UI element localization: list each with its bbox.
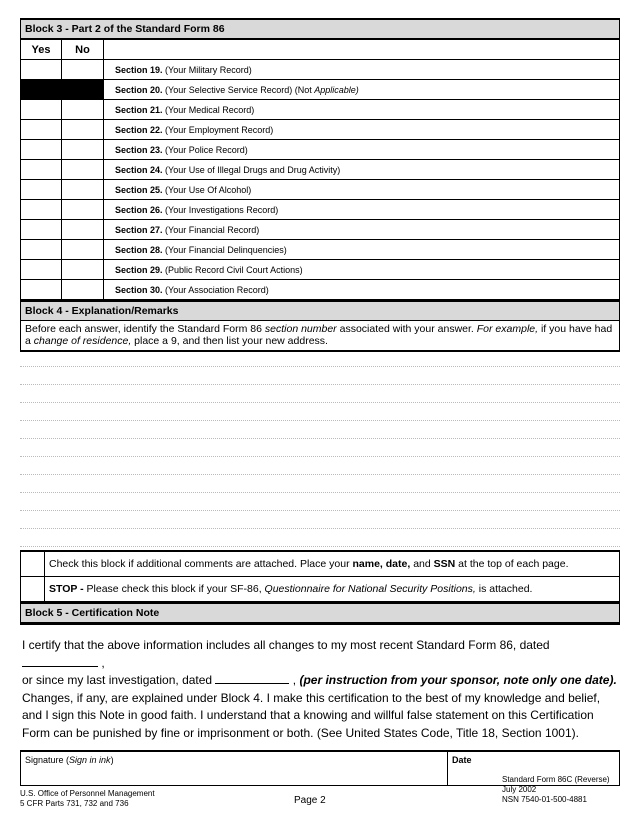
section-label: Section 23. (Your Police Record) (104, 140, 620, 160)
section-label: Section 28. (Your Financial Delinquencies) (104, 240, 620, 260)
section-row (21, 220, 620, 240)
remark-line (20, 528, 620, 529)
no-checkbox[interactable] (62, 260, 104, 280)
block3-header: Block 3 - Part 2 of the Standard Form 86 (20, 18, 620, 39)
no-checkbox[interactable] (62, 140, 104, 160)
yes-checkbox[interactable] (21, 240, 62, 260)
section-row (21, 200, 620, 220)
no-checkbox[interactable] (62, 100, 104, 120)
yes-checkbox[interactable] (21, 280, 62, 300)
section-label: Section 29. (Public Record Civil Court Actions) (104, 260, 620, 280)
no-checkbox[interactable] (62, 160, 104, 180)
section-label: Section 19. (Your Military Record) (104, 60, 620, 80)
section-row (21, 60, 620, 80)
remark-line (20, 546, 620, 547)
signature-date-field[interactable]: Date (452, 755, 472, 765)
block4-header: Block 4 - Explanation/Remarks (20, 300, 620, 321)
footer-nsn: NSN 7540-01-500-4881 (502, 795, 587, 804)
no-checkbox[interactable] (62, 180, 104, 200)
section-label: Section 20. (Your Selective Service Record) (Not Applicable) (104, 80, 620, 100)
sections-table (20, 39, 620, 300)
remark-line (20, 510, 620, 511)
section-label: Section 26. (Your Investigations Record) (104, 200, 620, 220)
remarks-area[interactable] (20, 352, 620, 550)
no-checkbox[interactable] (62, 240, 104, 260)
yes-checkbox[interactable] (21, 260, 62, 280)
check-row-comments (20, 552, 620, 577)
comments-check-label: Check this block if additional comments are attached. Place your name, date, and SSN at the top of each page. (49, 558, 569, 570)
section-label: Section 24. (Your Use of Illegal Drugs and Drug Activity) (104, 160, 620, 180)
form-page (20, 18, 620, 786)
section-row (21, 260, 620, 280)
no-checkbox[interactable] (62, 220, 104, 240)
certification-text: I certify that the above information includes all changes to my most recent Standard Form 86, dated , or since my last investigation, dated , (per instruction from your sponsor, note only one date). Changes, if any, are explained under Block 4. I make this certification to the best of my knowledge and belief, and I sign this Note in good faith. I understand that a knowing and willful false statement on this Certification Form can be punished by fine or imprisonment or both. (See United States Code, Title 18, Section 1001). (20, 623, 620, 750)
yes-checkbox[interactable] (21, 140, 62, 160)
yes-checkbox[interactable] (21, 100, 62, 120)
section-label: Section 22. (Your Employment Record) (104, 120, 620, 140)
yes-checkbox[interactable] (21, 180, 62, 200)
footer (20, 773, 620, 813)
block5-header: Block 5 - Certification Note (20, 602, 620, 623)
yes-checkbox[interactable] (21, 200, 62, 220)
section-row (21, 160, 620, 180)
remark-line (20, 492, 620, 493)
remark-line (20, 420, 620, 421)
signature-field[interactable]: Signature (Sign in ink) (21, 752, 448, 785)
yes-checkbox[interactable] (21, 220, 62, 240)
block4-instructions: Before each answer, identify the Standard Form 86 section number associated with your answer. For example, if you have had a change of residence, place a 9, and then list your new address. (20, 321, 620, 352)
section-row (21, 240, 620, 260)
section-label: Section 21. (Your Medical Record) (104, 100, 620, 120)
no-checkbox (62, 80, 104, 100)
section-label: Section 25. (Your Use Of Alcohol) (104, 180, 620, 200)
section-label: Section 30. (Your Association Record) (104, 280, 620, 300)
yes-checkbox (21, 80, 62, 100)
section-label: Section 27. (Your Financial Record) (104, 220, 620, 240)
no-checkbox[interactable] (62, 280, 104, 300)
section-row (21, 80, 620, 100)
comments-checkbox[interactable] (21, 552, 45, 576)
yes-checkbox[interactable] (21, 160, 62, 180)
section-row (21, 180, 620, 200)
description-column-header (104, 40, 620, 60)
remark-line (20, 474, 620, 475)
remark-line (20, 384, 620, 385)
yes-checkbox[interactable] (21, 60, 62, 80)
no-checkbox[interactable] (62, 120, 104, 140)
footer-form-date: July 2002 (502, 785, 537, 794)
page-number: Page 2 (294, 795, 326, 806)
check-row-sf86 (20, 577, 620, 602)
no-checkbox[interactable] (62, 60, 104, 80)
remark-line (20, 438, 620, 439)
section-row (21, 100, 620, 120)
last-investigation-date-field[interactable] (215, 673, 289, 684)
sf86-check-label: STOP - Please check this block if your SF-86, Questionnaire for National Security Positions, is attached. (49, 583, 533, 595)
no-checkbox[interactable] (62, 200, 104, 220)
section-row (21, 280, 620, 300)
remark-line (20, 366, 620, 367)
section-row (21, 120, 620, 140)
yes-column-header: Yes (21, 40, 62, 60)
footer-cfr: 5 CFR Parts 731, 732 and 736 (20, 799, 129, 808)
footer-agency: U.S. Office of Personnel Management (20, 789, 155, 798)
remark-line (20, 402, 620, 403)
section-row (21, 140, 620, 160)
footer-form-name: Standard Form 86C (Reverse) (502, 775, 610, 784)
yes-checkbox[interactable] (21, 120, 62, 140)
no-column-header: No (62, 40, 104, 60)
remark-line (20, 456, 620, 457)
sf86-checkbox[interactable] (21, 577, 45, 601)
last-sf86-date-field[interactable] (22, 656, 98, 667)
check-block (20, 550, 620, 602)
